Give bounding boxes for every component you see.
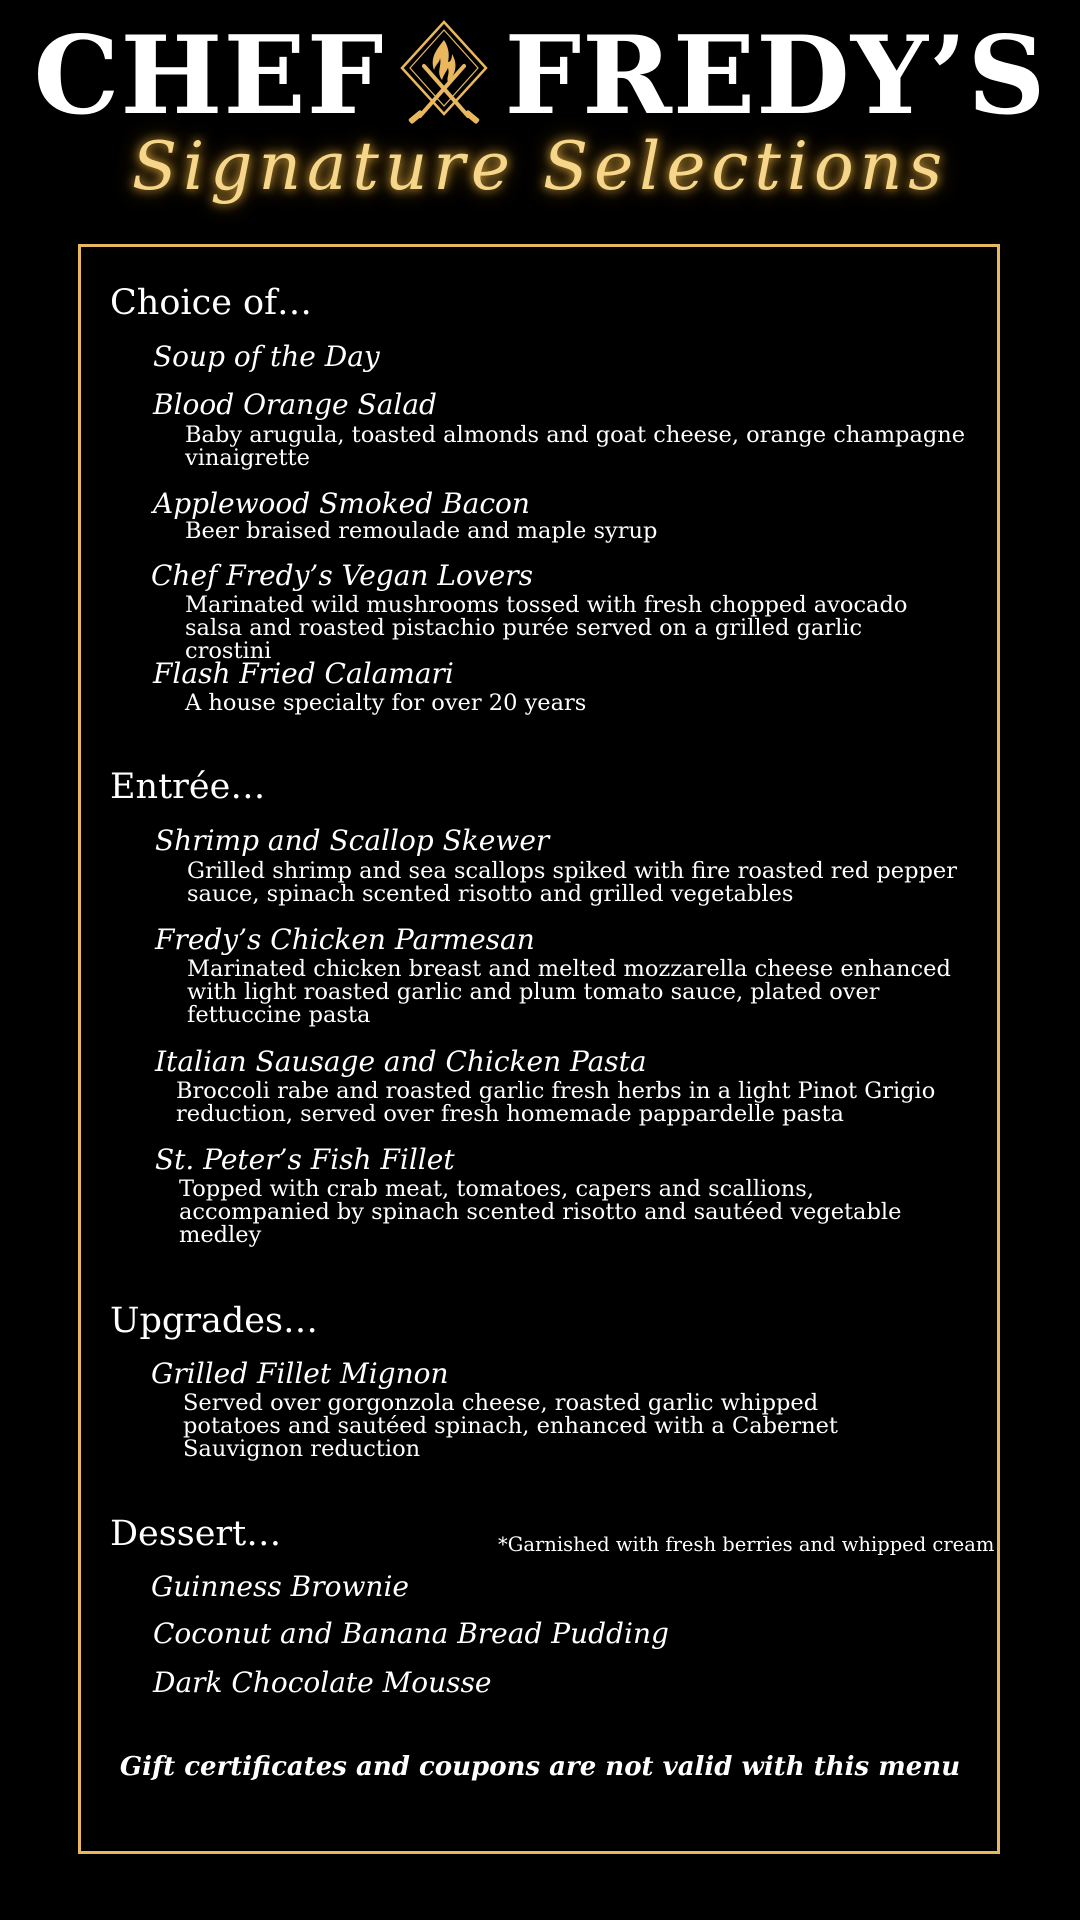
- menu-item-name: Shrimp and Scallop Skewer: [155, 824, 550, 857]
- section-heading-choice: Choice of…: [110, 283, 313, 323]
- menu-item-description: A house specialty for over 20 years: [185, 690, 587, 716]
- menu-item-description: Baby arugula, toasted almonds and goat cheese, orange champagne vinaigrette: [185, 422, 966, 471]
- dessert-garnish-note: *Garnished with fresh berries and whipped cream: [498, 1533, 995, 1556]
- menu-item-name: Fredy’s Chicken Parmesan: [155, 923, 535, 956]
- menu-item-description: Marinated chicken breast and melted mozzarella cheese enhanced with light roasted garlic and plum tomato sauce, plated over fettuccine pasta: [187, 956, 951, 1028]
- title-fredys: FREDY’S: [504, 13, 1047, 139]
- menu-item-description: Beer braised remoulade and maple syrup: [185, 518, 658, 544]
- flame-crossed-knives-icon: [396, 18, 492, 134]
- menu-item-name: Italian Sausage and Chicken Pasta: [155, 1045, 647, 1078]
- section-heading-entree: Entrée…: [110, 767, 266, 807]
- menu-item-name: Guinness Brownie: [151, 1570, 409, 1603]
- menu-item-name: Applewood Smoked Bacon: [153, 487, 530, 520]
- menu-header: [0, 0, 1080, 230]
- menu-item-name: St. Peter’s Fish Fillet: [155, 1143, 455, 1176]
- menu-item-description: Grilled shrimp and sea scallops spiked with fire roasted red pepper sauce, spinach scented risotto and grilled vegetables: [187, 858, 957, 907]
- menu-item-description: Topped with crab meat, tomatoes, capers and scallions, accompanied by spinach scented risotto and sautéed vegetable medley: [179, 1176, 902, 1248]
- section-heading-upgrades: Upgrades…: [110, 1301, 318, 1341]
- menu-item-name: Chef Fredy’s Vegan Lovers: [151, 559, 533, 592]
- section-heading-dessert: Dessert…: [110, 1514, 282, 1554]
- menu-item-name: Dark Chocolate Mousse: [153, 1666, 492, 1699]
- menu-item-name: Flash Fried Calamari: [153, 657, 454, 690]
- menu-item-name: Coconut and Banana Bread Pudding: [153, 1617, 669, 1650]
- title-chef: CHEF: [33, 13, 385, 139]
- menu-item-name: Blood Orange Salad: [153, 388, 437, 421]
- menu-subtitle: Signature Selections: [131, 128, 949, 205]
- menu-item-description: Served over gorgonzola cheese, roasted garlic whipped potatoes and sautéed spinach, enhanced with a Cabernet Sauvignon reduction: [183, 1390, 838, 1462]
- menu-item-description: Marinated wild mushrooms tossed with fresh chopped avocado salsa and roasted pistachio purée served on a grilled garlic crostini: [185, 592, 908, 664]
- menu-item-description: Broccoli rabe and roasted garlic fresh herbs in a light Pinot Grigio reduction, served over fresh homemade pappardelle pasta: [176, 1078, 936, 1127]
- restaurant-title: [0, 13, 1080, 139]
- menu-item-name: Soup of the Day: [153, 340, 380, 373]
- menu-item-name: Grilled Fillet Mignon: [151, 1357, 449, 1390]
- menu-footer-disclaimer: Gift certificates and coupons are not valid with this menu: [119, 1752, 961, 1782]
